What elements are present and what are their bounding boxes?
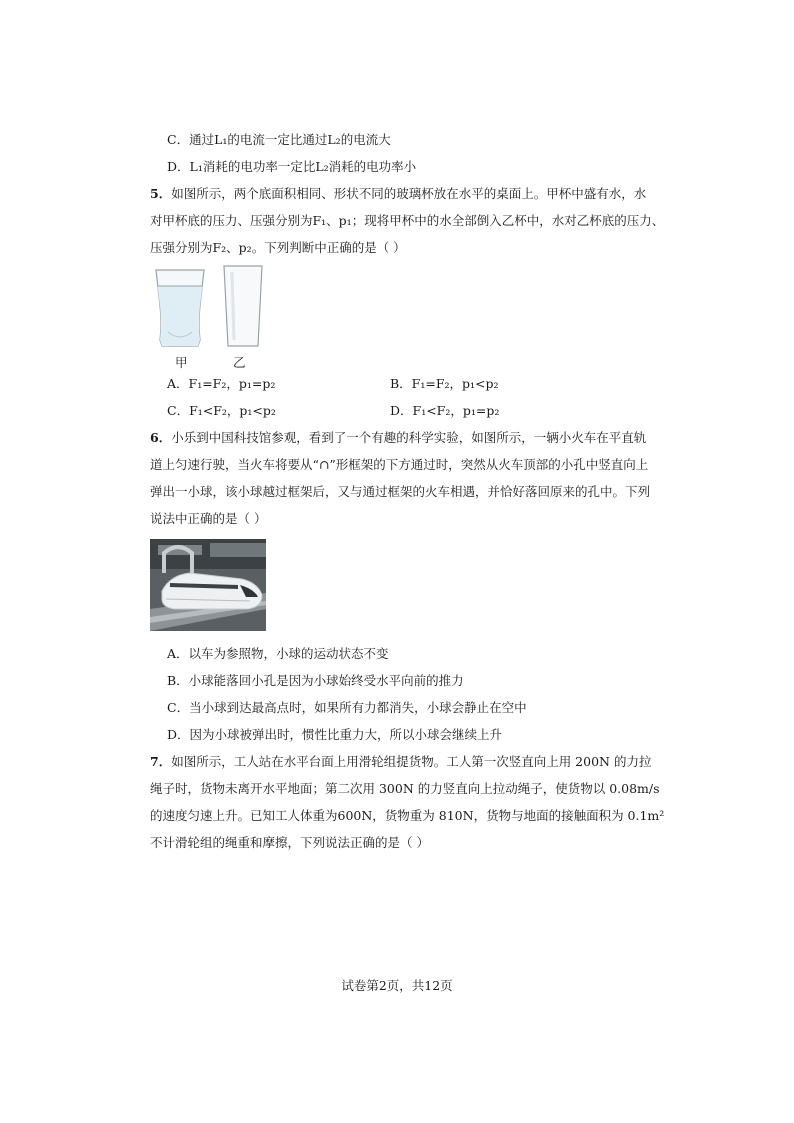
q4-option-d: D．L₁消耗的电功率一定比L₂消耗的电功率小 <box>167 159 417 174</box>
q7-line-2: 绳子时，货物未离开水平地面；第二次用 300N 的力竖直向上拉动绳子，使货物以 0.08m/s <box>150 781 660 796</box>
q5-option-d: D．F₁<F₂，p₁=p₂ <box>390 403 500 418</box>
q7-line-4: 不计滑轮组的绳重和摩擦，下列说法正确的是（ ） <box>150 835 429 850</box>
q5-option-c: C．F₁<F₂，p₁<p₂ <box>167 403 276 418</box>
page-footer: 试卷第2页，共12页 <box>341 978 453 993</box>
q7-line-1 <box>150 754 651 770</box>
q6-line-1 <box>150 430 646 446</box>
train-photo <box>150 539 266 631</box>
q5-option-b: B．F₁=F₂，p₁<p₂ <box>390 376 499 391</box>
q7-number: 7． <box>150 754 172 769</box>
q5-line-1 <box>150 186 646 202</box>
cup-jia-icon <box>156 270 204 346</box>
q6-line-4: 说法中正确的是（ ） <box>150 511 267 526</box>
q6-line-2: 道上匀速行驶，当火车将要从“∩”形框架的下方通过时，突然从火车顶部的小孔中竖直向上 <box>150 457 649 472</box>
q7-line-3: 的速度匀速上升。已知工人体重为600N，货物重为 810N，货物与地面的接触面积为 0.1m² <box>150 808 665 823</box>
q4-option-c: C．通过L₁的电流一定比通过L₂的电流大 <box>167 132 391 147</box>
cup-label-yi: 乙 <box>233 355 246 370</box>
q6-option-b: B．小球能落回小孔是因为小球始终受水平向前的推力 <box>167 673 464 688</box>
q6-option-c: C．当小球到达最高点时，如果所有力都消失，小球会静止在空中 <box>167 700 527 715</box>
q7-text-1: 如图所示，工人站在水平台面上用滑轮组提货物。工人第一次竖直向上用 200N 的力拉 <box>171 754 652 769</box>
cup-yi-icon <box>224 266 262 346</box>
cup-label-jia: 甲 <box>175 355 188 370</box>
q6-option-a: A．以车为参照物，小球的运动状态不变 <box>167 646 389 661</box>
q5-text-1: 如图所示，两个底面积相同、形状不同的玻璃杯放在水平的桌面上。甲杯中盛有水，水 <box>171 186 647 201</box>
q5-line-3: 压强分别为F₂、p₂。下列判断中正确的是（ ） <box>150 240 406 255</box>
q5-line-2: 对甲杯底的压力、压强分别为F₁、p₁；现将甲杯中的水全部倒入乙杯中，水对乙杯底的压力、 <box>150 213 665 228</box>
q6-number: 6． <box>150 430 172 445</box>
q6-text-1: 小乐到中国科技馆参观，看到了一个有趣的科学实验，如图所示，一辆小火车在平直轨 <box>171 430 647 445</box>
q6-line-3: 弹出一小球，该小球越过框架后，又与通过框架的火车相遇，并恰好落回原来的孔中。下列 <box>150 484 651 499</box>
q5-number: 5． <box>150 186 172 201</box>
q6-option-d: D．因为小球被弹出时，惯性比重力大，所以小球会继续上升 <box>167 727 503 742</box>
cups-figure <box>148 262 278 362</box>
q5-option-a: A．F₁=F₂，p₁=p₂ <box>167 376 276 391</box>
